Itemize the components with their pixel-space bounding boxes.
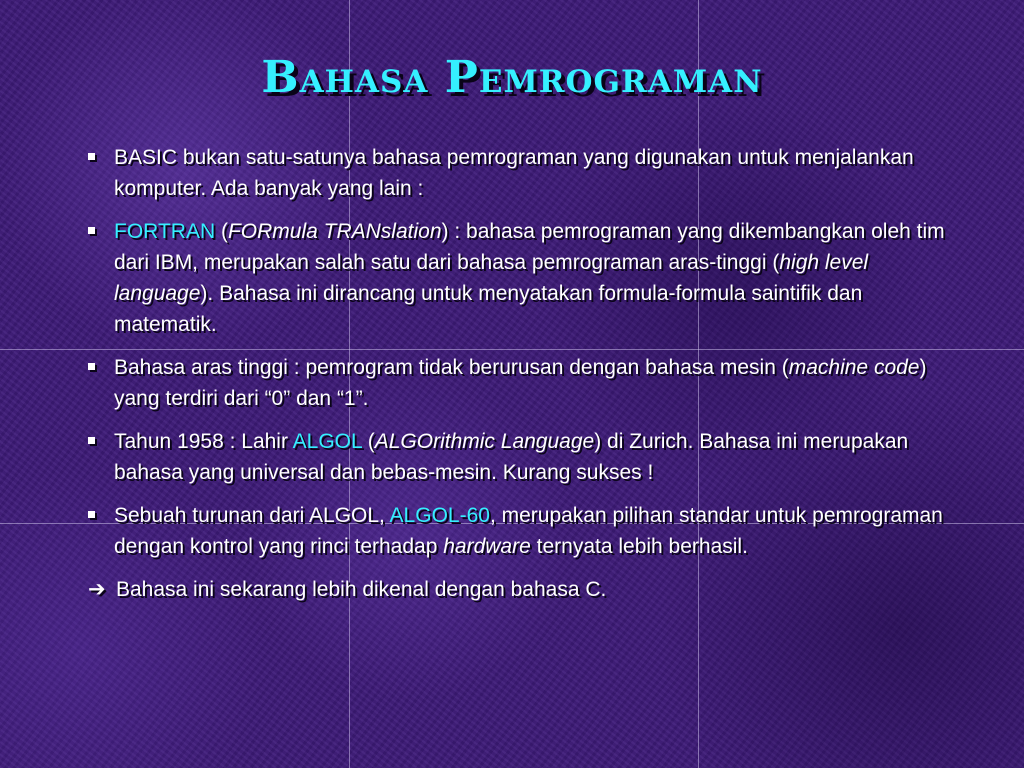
- conclusion-item: [88, 574, 948, 605]
- bullet-item-algol-60: [88, 500, 948, 562]
- bullet-text: ) yang terdiri dari “0” dan “1”.: [114, 356, 927, 410]
- bullet-item-fortran: [88, 216, 948, 340]
- square-bullet-icon: [88, 227, 95, 234]
- bullet-list: [88, 142, 948, 605]
- bullet-item-basic: [88, 142, 948, 204]
- square-bullet-icon: [88, 363, 95, 370]
- conclusion-text: Bahasa ini sekarang lebih dikenal dengan bahasa C.: [116, 578, 607, 601]
- bullet-text: (: [361, 430, 375, 453]
- bullet-item-high-level: [88, 352, 948, 414]
- bullet-text: Tahun 1958 : Lahir: [114, 430, 293, 453]
- slide-title: Bahasa Pemrograman: [261, 52, 763, 103]
- square-bullet-icon: [88, 511, 95, 518]
- highlight-term: ALGOL-60: [389, 504, 490, 527]
- bullet-text: ) : bahasa pemrograman yang dikembangkan oleh tim dari IBM, merupakan salah satu dari bahasa pemrograman aras-tinggi (: [114, 220, 945, 274]
- bullet-text: ternyata lebih berhasil.: [530, 535, 748, 558]
- bullet-text: , merupakan pilihan standar untuk pemrograman dengan kontrol yang rinci terhadap: [114, 504, 943, 558]
- italic-term: FORmula TRANslation: [227, 220, 442, 243]
- italic-term: hardware: [443, 535, 531, 558]
- italic-term: high level language: [114, 251, 869, 305]
- bullet-text: BASIC bukan satu-satunya bahasa pemrograman yang digunakan untuk menjalankan komputer. Ada banyak yang lain :: [114, 146, 914, 200]
- highlight-term: ALGOL: [292, 430, 362, 453]
- bullet-text: ). Bahasa ini dirancang untuk menyatakan formula-formula saintifik dan matematik.: [114, 282, 863, 336]
- italic-term: machine code: [788, 356, 920, 379]
- italic-term: ALGOrithmic Language: [374, 430, 595, 453]
- square-bullet-icon: [88, 437, 95, 444]
- bullet-text: (: [215, 220, 228, 243]
- bullet-text: ) di Zurich. Bahasa ini merupakan bahasa yang universal dan bebas-mesin. Kurang sukses !: [114, 430, 909, 484]
- square-bullet-icon: [88, 153, 95, 160]
- bullet-text: Bahasa aras tinggi : pemrogram tidak berurusan dengan bahasa mesin (: [114, 356, 789, 379]
- bullet-text: Sebuah turunan dari ALGOL,: [114, 504, 390, 527]
- bullet-item-algol: [88, 426, 948, 488]
- right-arrow-icon: ➔: [88, 577, 106, 601]
- highlight-term: FORTRAN: [114, 220, 216, 243]
